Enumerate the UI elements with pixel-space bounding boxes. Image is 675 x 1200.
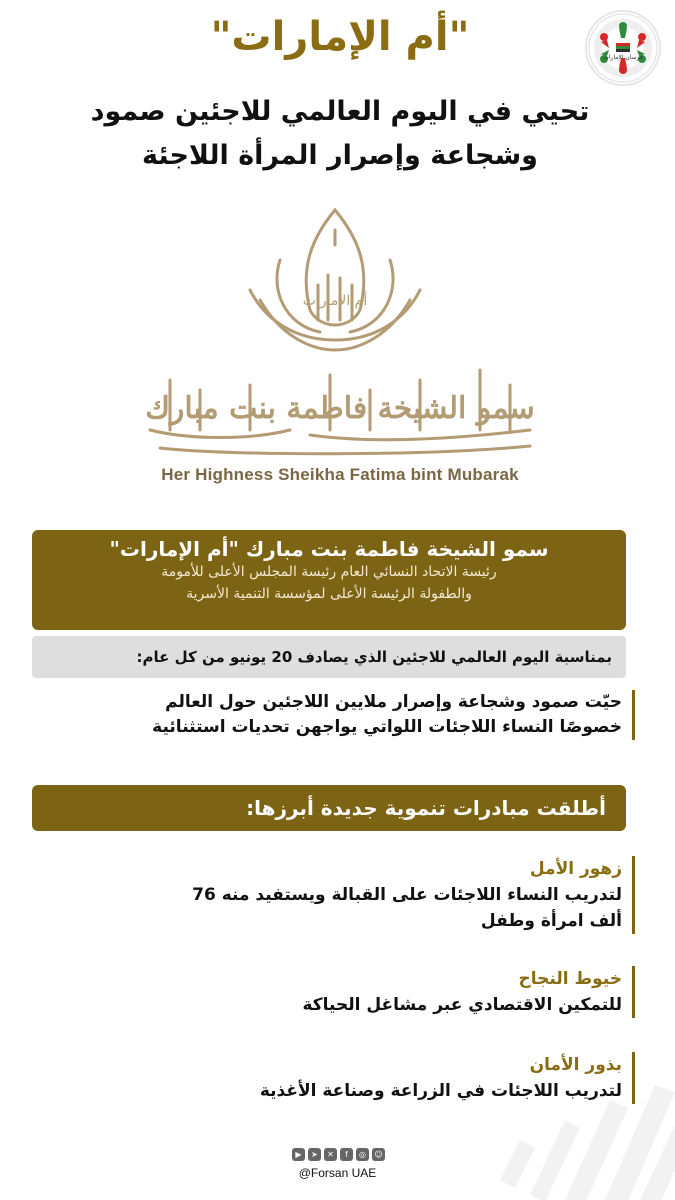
social-handle[interactable]: @Forsan UAE — [298, 1166, 377, 1180]
logo-text: فرسان الإمارات — [603, 54, 643, 61]
initiative-title: بذور الأمان — [529, 1055, 622, 1075]
snapchat-icon[interactable]: ☺ — [372, 1148, 385, 1161]
initiative-desc: لتدريب اللاجئات في الزراعة وصناعة الأغذية — [259, 1081, 622, 1101]
telegram-icon[interactable]: ➤ — [308, 1148, 321, 1161]
initiatives-heading: أطلقت مبادرات تنموية جديدة أبرزها: — [32, 785, 626, 831]
initiative-item — [55, 966, 635, 1018]
initiative-desc: ألف امرأة وطفل — [480, 911, 622, 931]
calligraphy-name-text: سمو الشيخة فاطمة بنت مبارك — [145, 391, 535, 426]
emblem-text: أم الإمارات — [302, 293, 368, 309]
decorative-stripes — [480, 1030, 675, 1200]
info-box-title: سمو الشيخة فاطمة بنت مبارك "أم الإمارات" — [109, 537, 549, 561]
info-box-line-1: رئيسة الاتحاد النسائي العام رئيسة المجلس الأعلى للأمومة — [161, 564, 497, 580]
instagram-icon[interactable]: ◎ — [356, 1148, 369, 1161]
initiative-desc: للتمكين الاقتصادي عبر مشاغل الحياكة — [302, 995, 622, 1015]
headline-line-2: وشجاعة وإصرار المرأة اللاجئة — [142, 140, 538, 171]
social-icons — [292, 1148, 385, 1161]
facebook-icon[interactable]: f — [340, 1148, 353, 1161]
quote-block — [55, 690, 635, 740]
initiative-title: زهور الأمل — [529, 859, 622, 879]
youtube-icon[interactable]: ▶ — [292, 1148, 305, 1161]
initiative-title: خيوط النجاح — [518, 969, 622, 989]
umm-al-emarat-emblem — [240, 200, 430, 360]
quote-line-2: خصوصًا النساء اللاجئات اللواتي يواجهن تحديات استثنائية — [152, 717, 622, 737]
headline-line-1: تحيي في اليوم العالمي للاجئين صمود — [90, 96, 590, 127]
x-icon[interactable]: ✕ — [324, 1148, 337, 1161]
forsan-uae-logo — [585, 10, 661, 86]
occasion-bar: بمناسبة اليوم العالمي للاجئين الذي يصادف 20 يونيو من كل عام: — [32, 636, 626, 678]
english-name-label: Her Highness Sheikha Fatima bint Mubarak — [161, 465, 519, 484]
info-box-line-2: والطفولة الرئيسة الأعلى لمؤسسة التنمية الأسرية — [186, 586, 472, 602]
initiative-item — [55, 856, 635, 934]
arabic-name-calligraphy — [130, 360, 550, 460]
initiative-desc: لتدريب النساء اللاجئات على القبالة ويستفيد منه 76 — [192, 885, 622, 905]
headline-title: "أم الإمارات" — [210, 14, 470, 60]
logo-figures-icon — [587, 12, 659, 84]
quote-line-1: حيّت صمود وشجاعة وإصرار ملايين اللاجئين حول العالم — [165, 692, 622, 712]
title-info-box — [32, 530, 626, 630]
headline-subtitle — [60, 90, 620, 178]
